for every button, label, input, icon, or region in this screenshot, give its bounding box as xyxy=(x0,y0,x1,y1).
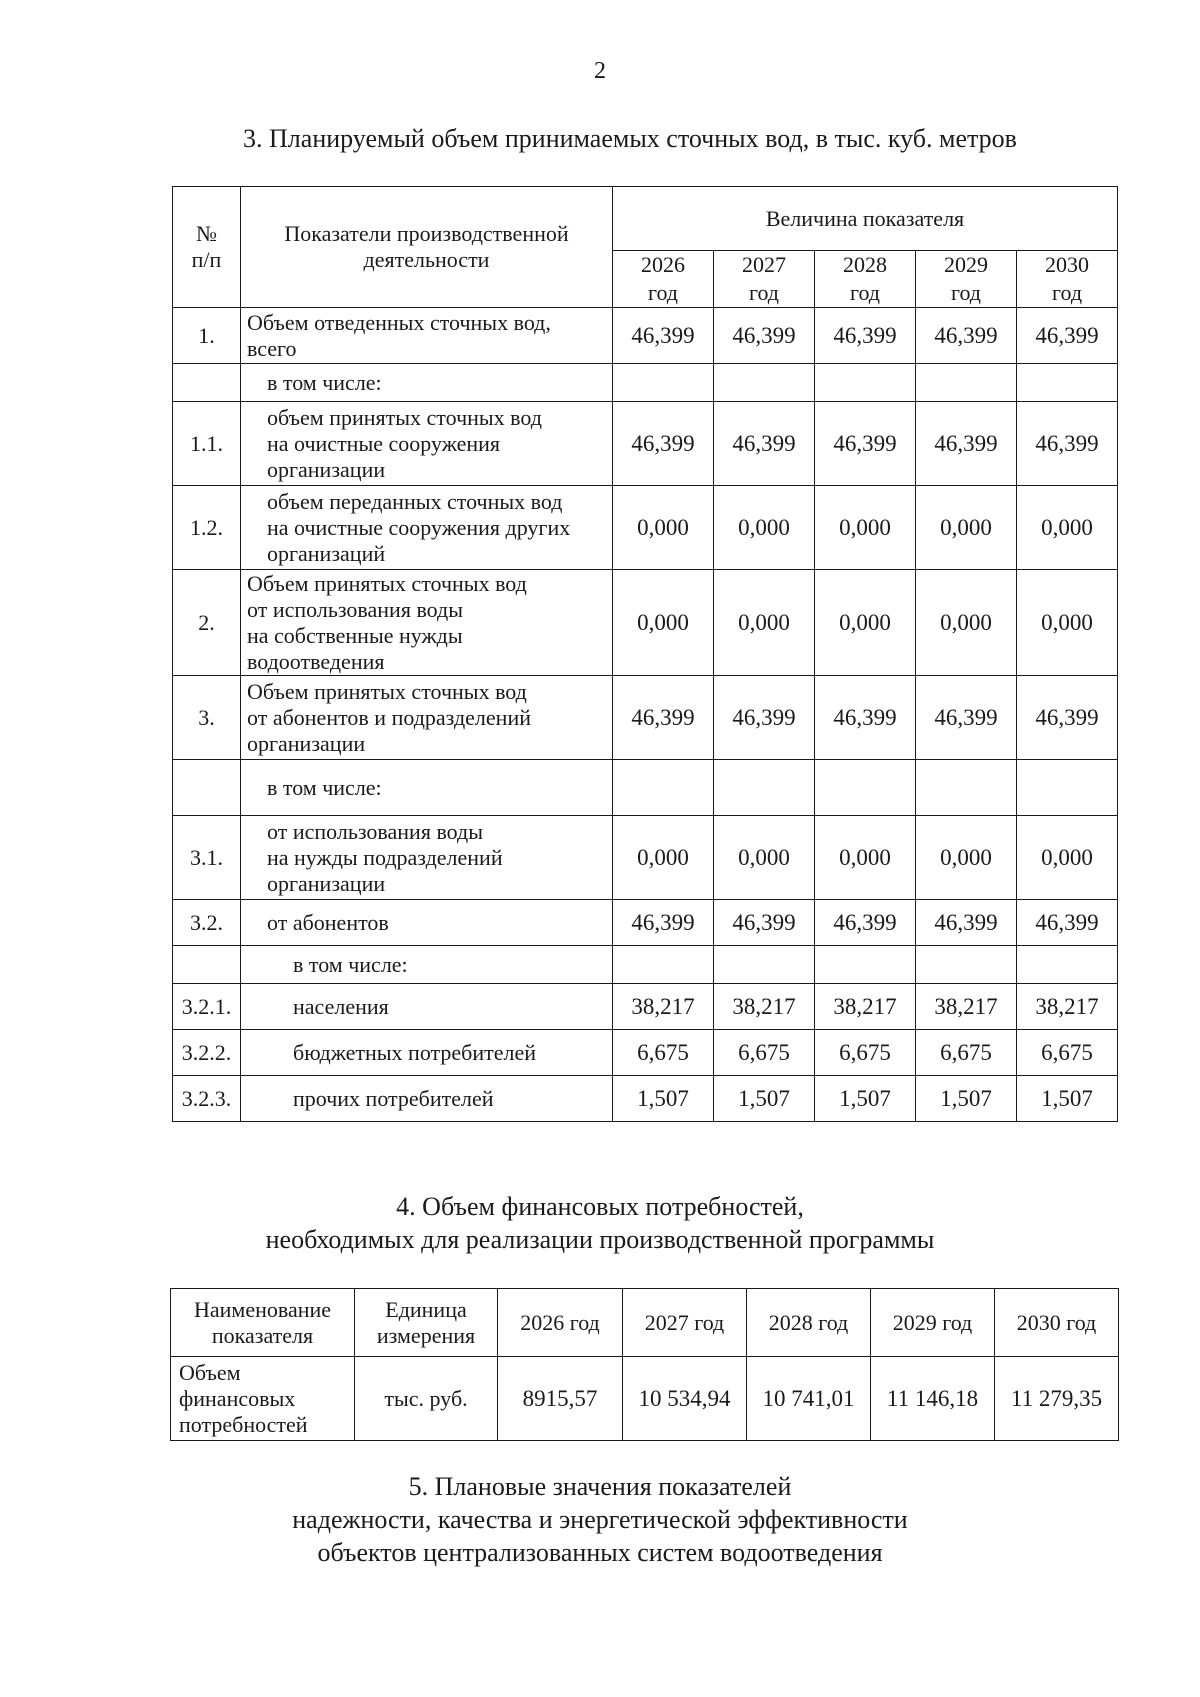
row-name-line2: финансовых xyxy=(179,1385,296,1411)
header-number-line2: п/п xyxy=(191,247,222,272)
header-year-4: 2030 год xyxy=(995,1289,1119,1357)
row-number: 1. xyxy=(173,308,241,364)
row-number xyxy=(173,946,241,984)
row-name xyxy=(171,1357,355,1441)
header-year-4 xyxy=(1017,251,1118,308)
section-3-title: 3. Планируемый объем принимаемых сточных вод, в тыс. куб. метров xyxy=(243,124,1017,153)
row-indicator xyxy=(241,816,613,900)
header-year-number: 2030 xyxy=(1045,252,1090,277)
section-5-title-line1: 5. Плановые значения показателей xyxy=(408,1472,792,1501)
row-value-3: 11 146,18 xyxy=(871,1357,995,1441)
indicator-line: Объем принятых сточных вод xyxy=(247,678,527,704)
row-value-2028: 46,399 xyxy=(815,308,916,364)
table-row xyxy=(173,402,1118,486)
row-value-2026: 46,399 xyxy=(613,900,714,946)
row-value-1: 10 534,94 xyxy=(623,1357,747,1441)
row-indicator xyxy=(241,486,613,570)
indicator-line: организации xyxy=(267,870,386,896)
row-value-2026 xyxy=(613,946,714,984)
row-value-2027: 6,675 xyxy=(714,1030,815,1076)
row-value-2030: 6,675 xyxy=(1017,1030,1118,1076)
header-unit xyxy=(355,1289,498,1357)
section-5-title xyxy=(0,1470,1200,1569)
row-indicator xyxy=(241,308,613,364)
table-row xyxy=(173,946,1118,984)
indicator-line: Объем принятых сточных вод xyxy=(247,570,527,596)
row-value-4: 11 279,35 xyxy=(995,1357,1119,1441)
indicator-line: от использования воды xyxy=(267,818,484,844)
row-number: 3.1. xyxy=(173,816,241,900)
header-year-3: 2029 год xyxy=(871,1289,995,1357)
row-number: 3.2.3. xyxy=(173,1076,241,1122)
row-value-2028: 46,399 xyxy=(815,676,916,760)
section-4-title xyxy=(0,1190,1200,1256)
indicator-line: от использования воды xyxy=(247,596,464,622)
row-value-2027 xyxy=(714,946,815,984)
row-indicator xyxy=(241,570,613,676)
row-value-2027: 46,399 xyxy=(714,900,815,946)
row-value-2027: 46,399 xyxy=(714,308,815,364)
row-value-2028: 0,000 xyxy=(815,486,916,570)
header-year-0 xyxy=(613,251,714,308)
row-value-2030: 38,217 xyxy=(1017,984,1118,1030)
row-value-2: 10 741,01 xyxy=(747,1357,871,1441)
indicator-line: на нужды подразделений xyxy=(267,844,503,870)
indicator-line: всего xyxy=(247,335,297,361)
header-year-1: 2027 год xyxy=(623,1289,747,1357)
row-value-2026: 0,000 xyxy=(613,486,714,570)
indicator-line: объем принятых сточных вод xyxy=(267,404,542,430)
row-value-2026: 0,000 xyxy=(613,816,714,900)
row-name-line3: потребностей xyxy=(179,1411,308,1437)
header-year-unit: год xyxy=(849,280,881,305)
row-value-2027 xyxy=(714,760,815,816)
row-value-2030: 46,399 xyxy=(1017,900,1118,946)
row-value-2030: 1,507 xyxy=(1017,1076,1118,1122)
row-value-2027: 0,000 xyxy=(714,486,815,570)
header-number-line1: № xyxy=(196,221,217,246)
row-value-2026: 6,675 xyxy=(613,1030,714,1076)
row-value-2029 xyxy=(916,364,1017,402)
row-number xyxy=(173,760,241,816)
indicator-line: организаций xyxy=(267,540,386,566)
table-row xyxy=(173,760,1118,816)
row-value-2026 xyxy=(613,760,714,816)
row-value-2026: 38,217 xyxy=(613,984,714,1030)
row-number: 3.2.1. xyxy=(173,984,241,1030)
page-number: 2 xyxy=(594,58,606,84)
header-indicator-line2: деятельности xyxy=(363,247,490,272)
table-row xyxy=(173,676,1118,760)
table-row xyxy=(173,1030,1118,1076)
row-value-2026: 46,399 xyxy=(613,676,714,760)
row-value-2028: 46,399 xyxy=(815,402,916,486)
row-number: 1.2. xyxy=(173,486,241,570)
section-4-title-line2: необходимых для реализации производственной программы xyxy=(265,1225,935,1254)
row-value-2030: 0,000 xyxy=(1017,570,1118,676)
header-year-unit: год xyxy=(1051,280,1083,305)
indicator-line: населения xyxy=(293,993,389,1019)
table-row xyxy=(173,900,1118,946)
indicator-line: Объем отведенных сточных вод, xyxy=(247,309,551,335)
row-number: 1.1. xyxy=(173,402,241,486)
indicator-line: водоотведения xyxy=(247,648,385,674)
row-value-2029 xyxy=(916,946,1017,984)
header-indicator-line1: Показатели производственной xyxy=(284,221,569,246)
row-value-2030 xyxy=(1017,364,1118,402)
header-year-number: 2027 xyxy=(742,252,786,277)
row-value-2029: 6,675 xyxy=(916,1030,1017,1076)
row-value-2026: 0,000 xyxy=(613,570,714,676)
row-indicator xyxy=(241,676,613,760)
row-value-2030: 46,399 xyxy=(1017,308,1118,364)
indicator-line: прочих потребителей xyxy=(293,1085,494,1111)
row-indicator xyxy=(241,364,613,402)
indicator-line: от абонентов и подразделений xyxy=(247,704,531,730)
row-value-2028: 0,000 xyxy=(815,570,916,676)
row-indicator xyxy=(241,900,613,946)
indicator-line: на собственные нужды xyxy=(247,622,463,648)
row-number: 3.2.2. xyxy=(173,1030,241,1076)
indicator-line: на очистные сооружения других xyxy=(267,514,571,540)
indicator-line: организации xyxy=(247,730,366,756)
header-indicator xyxy=(241,187,613,308)
header-year-0: 2026 год xyxy=(498,1289,623,1357)
header-year-1 xyxy=(714,251,815,308)
indicator-line: на очистные сооружения xyxy=(267,430,501,456)
row-indicator xyxy=(241,1030,613,1076)
header-number xyxy=(173,187,241,308)
row-value-2028 xyxy=(815,946,916,984)
indicator-line: в том числе: xyxy=(267,774,382,800)
row-value-2028: 1,507 xyxy=(815,1076,916,1122)
row-number: 2. xyxy=(173,570,241,676)
row-value-2027: 0,000 xyxy=(714,570,815,676)
row-value-2028: 38,217 xyxy=(815,984,916,1030)
row-value-2027: 46,399 xyxy=(714,676,815,760)
table-row xyxy=(173,486,1118,570)
row-value-0: 8915,57 xyxy=(498,1357,623,1441)
row-value-2026: 46,399 xyxy=(613,402,714,486)
header-name-line1: Наименование xyxy=(193,1296,332,1322)
row-value-2027 xyxy=(714,364,815,402)
row-value-2026: 1,507 xyxy=(613,1076,714,1122)
financial-needs-table xyxy=(170,1288,1119,1441)
header-year-2 xyxy=(815,251,916,308)
header-year-unit: год xyxy=(647,280,679,305)
row-value-2029: 46,399 xyxy=(916,900,1017,946)
section-4-title-line1: 4. Объем финансовых потребностей, xyxy=(396,1192,804,1221)
row-value-2029: 46,399 xyxy=(916,402,1017,486)
row-value-2029: 0,000 xyxy=(916,570,1017,676)
row-value-2026: 46,399 xyxy=(613,308,714,364)
table-row xyxy=(173,570,1118,676)
row-value-2026 xyxy=(613,364,714,402)
table-row xyxy=(173,816,1118,900)
indicator-line: организации xyxy=(267,456,386,482)
row-indicator xyxy=(241,946,613,984)
table-row xyxy=(173,984,1118,1030)
row-value-2029: 38,217 xyxy=(916,984,1017,1030)
row-value-2030 xyxy=(1017,946,1118,984)
table-row xyxy=(173,364,1118,402)
wastewater-volume-table xyxy=(172,186,1118,1122)
row-value-2030: 46,399 xyxy=(1017,402,1118,486)
row-value-2028 xyxy=(815,760,916,816)
row-value-2029: 0,000 xyxy=(916,486,1017,570)
row-value-2029: 1,507 xyxy=(916,1076,1017,1122)
section-5-title-line3: объектов централизованных систем водоотведения xyxy=(317,1538,883,1567)
row-value-2027: 0,000 xyxy=(714,816,815,900)
row-value-2030: 0,000 xyxy=(1017,486,1118,570)
row-value-2029: 0,000 xyxy=(916,816,1017,900)
header-name-line2: показателя xyxy=(211,1322,314,1348)
row-value-2028: 0,000 xyxy=(815,816,916,900)
row-value-2027: 46,399 xyxy=(714,402,815,486)
indicator-line: бюджетных потребителей xyxy=(293,1039,537,1065)
row-value-2029: 46,399 xyxy=(916,308,1017,364)
row-value-2030: 0,000 xyxy=(1017,816,1118,900)
row-indicator xyxy=(241,984,613,1030)
row-unit: тыс. руб. xyxy=(355,1357,498,1441)
header-value-group: Величина показателя xyxy=(613,187,1118,251)
row-value-2027: 38,217 xyxy=(714,984,815,1030)
indicator-line: в том числе: xyxy=(267,369,382,395)
row-indicator xyxy=(241,1076,613,1122)
header-year-unit: год xyxy=(950,280,982,305)
row-value-2028: 46,399 xyxy=(815,900,916,946)
row-value-2029 xyxy=(916,760,1017,816)
header-unit-line1: Единица xyxy=(385,1296,467,1322)
row-value-2030 xyxy=(1017,760,1118,816)
header-year-3 xyxy=(916,251,1017,308)
row-value-2029: 46,399 xyxy=(916,676,1017,760)
table-row xyxy=(173,308,1118,364)
header-name xyxy=(171,1289,355,1357)
header-year-2: 2028 год xyxy=(747,1289,871,1357)
section-5-title-line2: надежности, качества и энергетической эффективности xyxy=(292,1505,908,1534)
row-indicator xyxy=(241,760,613,816)
indicator-line: в том числе: xyxy=(293,951,408,977)
table-row xyxy=(173,1076,1118,1122)
header-unit-line2: измерения xyxy=(376,1322,476,1348)
header-year-unit: год xyxy=(748,280,780,305)
header-year-number: 2029 xyxy=(944,252,988,277)
row-name-line1: Объем xyxy=(179,1359,241,1385)
row-indicator xyxy=(241,402,613,486)
row-value-2030: 46,399 xyxy=(1017,676,1118,760)
indicator-line: объем переданных сточных вод xyxy=(267,488,563,514)
header-year-number: 2028 xyxy=(843,252,887,277)
header-year-number: 2026 xyxy=(641,252,685,277)
row-value-2028: 6,675 xyxy=(815,1030,916,1076)
indicator-line: от абонентов xyxy=(267,909,389,935)
row-value-2027: 1,507 xyxy=(714,1076,815,1122)
row-number: 3. xyxy=(173,676,241,760)
row-number xyxy=(173,364,241,402)
row-value-2028 xyxy=(815,364,916,402)
row-number: 3.2. xyxy=(173,900,241,946)
